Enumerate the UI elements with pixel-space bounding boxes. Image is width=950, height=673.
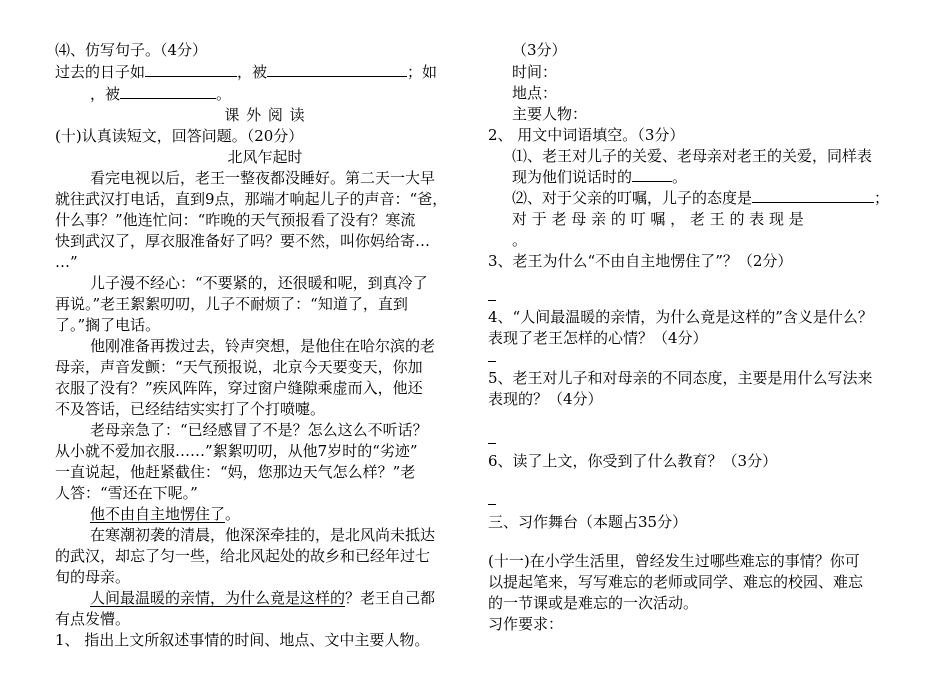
question-1: 1、 指出上文所叙述事情的时间、地点、文中主要人物。 bbox=[55, 631, 430, 649]
question-4-line2: 表现了老王怎样的心情？（4分） bbox=[488, 329, 708, 347]
paragraph-line: 的武汉，却忘了匀一些，给北风起处的故乡和已经年过七 bbox=[55, 547, 431, 565]
paragraph-line: …” bbox=[55, 253, 78, 271]
question-2-2-line3: 。 bbox=[512, 231, 528, 249]
underlined-sentence: 他不由自主地愣住了。 bbox=[90, 505, 241, 523]
paragraph-line: 在寒潮初袭的清晨，他深深牵挂的，是北风尚未抵达 bbox=[90, 526, 436, 544]
section-title: 课 外 阅 读 bbox=[224, 106, 306, 124]
place-label: 地点： bbox=[512, 84, 558, 102]
paragraph-line: 一直说起，他赶紧截住：“妈，您那边天气怎么样？”老 bbox=[55, 463, 416, 481]
answer-line[interactable] bbox=[488, 429, 496, 449]
answer-blank[interactable] bbox=[632, 167, 672, 182]
time-label: 时间： bbox=[512, 63, 558, 81]
question-2-title: 2、 用文中词语填空。（3分） bbox=[488, 126, 685, 144]
answer-blank[interactable] bbox=[145, 62, 237, 77]
paragraph-line: 看完电视以后，老王一整夜都没睡好。第二天一大早 bbox=[90, 169, 436, 187]
question-11: (十一)在小学生活里，曾经发生过哪些难忘的事情？你可 bbox=[488, 552, 860, 570]
paragraph-line: 旬的母亲。 bbox=[55, 568, 131, 586]
paragraph-line: 从小就不爱加衣服……”絮絮叨叨，从他7岁时的“劣迹” bbox=[55, 442, 418, 460]
answer-line[interactable] bbox=[488, 490, 496, 510]
paragraph-line: 老母亲急了：“已经感冒了不是？怎么这么不听话？ bbox=[90, 421, 428, 439]
score-label: （3分） bbox=[512, 41, 567, 59]
paragraph-line: 有点发懵。 bbox=[55, 610, 131, 628]
paragraph-line: 了。”搁了电话。 bbox=[55, 316, 161, 334]
answer-blank[interactable] bbox=[267, 62, 407, 77]
answer-line[interactable] bbox=[488, 347, 496, 367]
q10-title: (十)认真读短文，回答问题。（20分） bbox=[55, 127, 304, 145]
paragraph-line: 再说。”老王絮絮叨叨，儿子不耐烦了：“知道了，直到 bbox=[55, 295, 408, 313]
paragraph-line: 儿子漫不经心：“不要紧的，还很暖和呢，到真冷了 bbox=[90, 274, 428, 292]
answer-line[interactable] bbox=[488, 286, 496, 306]
paragraph-line: 不及答话，已经结结实实打了个打喷嚏。 bbox=[55, 400, 326, 418]
q4-line1: 过去的日子如 ，被 ；如 bbox=[55, 63, 438, 81]
question-11-line2: 以提起笔来，写写难忘的老师或同学、难忘的校园、难忘 bbox=[488, 573, 864, 591]
requirements-label: 习作要求： bbox=[488, 615, 564, 633]
section-3-title: 三、习作舞台（本题占35分） bbox=[488, 513, 688, 531]
paragraph-line: 母亲，声音发颤：“天气预报说，北京今天要变天，你加 bbox=[55, 358, 423, 376]
answer-blank[interactable] bbox=[120, 84, 216, 99]
paragraph-line: 他刚准备再拨过去，铃声突想，是他住在哈尔滨的老 bbox=[90, 337, 436, 355]
story-title: 北风乍起时 bbox=[227, 148, 303, 166]
question-2-1-line2: 现为他们说话时的 。 bbox=[512, 168, 688, 186]
question-4: 4、“人间最温暖的亲情，为什么竟是这样的”含义是什么？ bbox=[488, 308, 873, 326]
question-3: 3、老王为什么“不由自主地愣住了”？（2分） bbox=[488, 252, 793, 270]
question-6: 6、读了上文，你受到了什么教育？（3分） bbox=[488, 452, 778, 470]
question-2-2: ⑵、对于父亲的叮嘱，儿子的态度是 ； bbox=[512, 189, 890, 207]
paragraph-line: 什么事？”他连忙问：“昨晚的天气预报看了没有？寒流 bbox=[55, 211, 416, 229]
paragraph-line: 衣服了没有？”疾风阵阵，穿过窗户缝隙乘虚而入，他还 bbox=[55, 379, 423, 397]
paragraph-line: 快到武汉了，厚衣服准备好了吗？要不然，叫你妈给寄… bbox=[55, 232, 431, 250]
people-label: 主要人物： bbox=[512, 105, 588, 123]
paragraph-line: 人答：“雪还在下呢。” bbox=[55, 484, 198, 502]
question-2-1: ⑴、老王对儿子的关爱、老母亲对老王的关爱，同样表 bbox=[512, 147, 873, 165]
underlined-sentence: 人间最温暖的亲情，为什么竟是这样的？老王自己都 bbox=[90, 589, 436, 607]
question-5-line2: 表现的？（4分） bbox=[488, 390, 603, 408]
paragraph-line: 就往武汉打电话，直到9点，那端才响起儿子的声音：“爸， bbox=[55, 190, 448, 208]
question-2-2-line2: 对 于 老 母 亲 的 叮 嘱 ， 老 王 的 表 现 是 bbox=[512, 210, 804, 228]
question-11-line3: 的一节课或是难忘的一次活动。 bbox=[488, 594, 699, 612]
q4-title: ⑷、仿写句子。（4分） bbox=[55, 41, 208, 59]
answer-blank[interactable] bbox=[752, 188, 874, 203]
q4-line2: ，被 。 bbox=[90, 85, 232, 103]
question-5: 5、老王对儿子和对母亲的不同态度，主要是用什么写法来 bbox=[488, 369, 873, 387]
